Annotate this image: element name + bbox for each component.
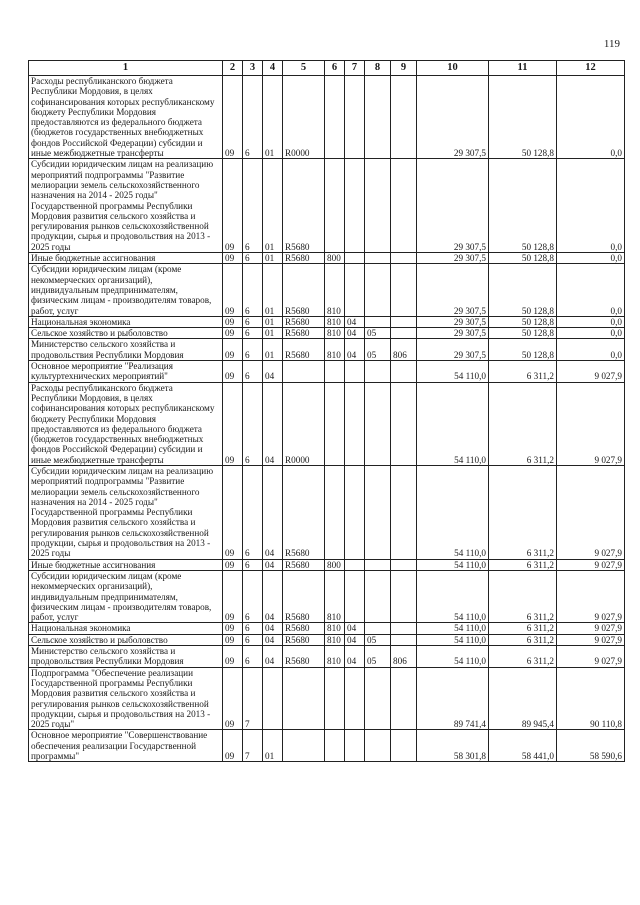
row-description: Национальная экономика — [29, 623, 223, 634]
table-row — [29, 264, 625, 316]
table-row — [29, 361, 625, 383]
code-col-9 — [391, 328, 417, 339]
code-col-7 — [345, 361, 365, 383]
code-col-5: R5680 — [283, 570, 325, 622]
code-col-6: 810 — [325, 316, 345, 327]
code-col-4: 01 — [263, 76, 283, 159]
header-cell: 9 — [391, 61, 417, 76]
code-col-2: 09 — [223, 667, 243, 730]
table-row — [29, 76, 625, 159]
code-col-7: 04 — [345, 623, 365, 634]
row-description: Подпрограмма "Обеспечение реализации Государственной программы Республики Мордовия развития сельского хозяйства и регулирования рынков сельскохозяйственной продукции, сырья и продовольствия на 2013 - 2025 годы" — [29, 667, 223, 730]
code-col-9: 806 — [391, 646, 417, 668]
code-col-4: 01 — [263, 264, 283, 316]
row-description: Субсидии юридическим лицам (кроме некоммерческих организаций), индивидуальным предпринимателям, физическим лицам - производителям товаров, работ, услуг — [29, 570, 223, 622]
code-col-3: 6 — [243, 623, 263, 634]
header-cell: 10 — [417, 61, 489, 76]
header-cell: 12 — [557, 61, 625, 76]
code-col-6: 800 — [325, 559, 345, 570]
code-col-6: 810 — [325, 264, 345, 316]
amount-col-10: 29 307,5 — [417, 159, 489, 253]
row-description: Национальная экономика — [29, 316, 223, 327]
table-row — [29, 623, 625, 634]
code-col-8 — [365, 465, 391, 559]
code-col-6 — [325, 159, 345, 253]
code-col-7 — [345, 465, 365, 559]
table-row — [29, 339, 625, 361]
code-col-3: 6 — [243, 159, 263, 253]
code-col-5: R5680 — [283, 646, 325, 668]
code-col-2: 09 — [223, 253, 243, 264]
code-col-6 — [325, 382, 345, 465]
code-col-8 — [365, 730, 391, 762]
code-col-6 — [325, 76, 345, 159]
code-col-5: R0000 — [283, 76, 325, 159]
code-col-8: 05 — [365, 646, 391, 668]
code-col-8 — [365, 76, 391, 159]
row-description: Расходы республиканского бюджета Республики Мордовия, в целях софинансирования которых республиканскому бюджету Республики Мордовия предоставляются из федерального бюджета (бюджетов государственных внебюджетных фондов Российской Федерации) субсидии и иные межбюджетные трансферты — [29, 76, 223, 159]
code-col-5: R5680 — [283, 559, 325, 570]
code-col-9 — [391, 316, 417, 327]
amount-col-12: 9 027,9 — [557, 570, 625, 622]
code-col-3: 6 — [243, 264, 263, 316]
code-col-7 — [345, 730, 365, 762]
header-cell: 7 — [345, 61, 365, 76]
row-description: Основное мероприятие "Совершенствование обеспечения реализации Государственной программы" — [29, 730, 223, 762]
code-col-3: 6 — [243, 316, 263, 327]
code-col-2: 09 — [223, 623, 243, 634]
code-col-9: 806 — [391, 339, 417, 361]
amount-col-10: 54 110,0 — [417, 623, 489, 634]
code-col-3: 6 — [243, 339, 263, 361]
table-row — [29, 465, 625, 559]
amount-col-11: 6 311,2 — [489, 634, 557, 645]
table-row — [29, 559, 625, 570]
amount-col-11: 50 128,8 — [489, 316, 557, 327]
code-col-7 — [345, 76, 365, 159]
code-col-4: 04 — [263, 570, 283, 622]
code-col-4: 01 — [263, 339, 283, 361]
code-col-2: 09 — [223, 730, 243, 762]
amount-col-10: 29 307,5 — [417, 316, 489, 327]
amount-col-10: 54 110,0 — [417, 382, 489, 465]
code-col-2: 09 — [223, 316, 243, 327]
code-col-4: 01 — [263, 316, 283, 327]
code-col-6: 810 — [325, 328, 345, 339]
code-col-4: 04 — [263, 623, 283, 634]
code-col-4: 04 — [263, 361, 283, 383]
amount-col-11: 6 311,2 — [489, 465, 557, 559]
amount-col-11: 6 311,2 — [489, 646, 557, 668]
table-row — [29, 159, 625, 253]
table-row — [29, 646, 625, 668]
code-col-5: R5680 — [283, 316, 325, 327]
code-col-9 — [391, 264, 417, 316]
amount-col-12: 0,0 — [557, 76, 625, 159]
code-col-7: 04 — [345, 328, 365, 339]
code-col-8 — [365, 570, 391, 622]
header-cell: 5 — [283, 61, 325, 76]
code-col-8: 05 — [365, 339, 391, 361]
amount-col-10: 54 110,0 — [417, 361, 489, 383]
code-col-8 — [365, 382, 391, 465]
code-col-9 — [391, 667, 417, 730]
code-col-5 — [283, 667, 325, 730]
code-col-7: 04 — [345, 634, 365, 645]
code-col-6: 810 — [325, 646, 345, 668]
code-col-7 — [345, 253, 365, 264]
amount-col-10: 89 741,4 — [417, 667, 489, 730]
code-col-8 — [365, 253, 391, 264]
code-col-4 — [263, 667, 283, 730]
amount-col-12: 58 590,6 — [557, 730, 625, 762]
code-col-3: 6 — [243, 465, 263, 559]
amount-col-10: 29 307,5 — [417, 264, 489, 316]
code-col-9 — [391, 382, 417, 465]
code-col-6: 810 — [325, 339, 345, 361]
header-row — [29, 61, 625, 76]
amount-col-11: 50 128,8 — [489, 328, 557, 339]
table-row — [29, 730, 625, 762]
code-col-9 — [391, 634, 417, 645]
code-col-2: 09 — [223, 570, 243, 622]
amount-col-11: 58 441,0 — [489, 730, 557, 762]
amount-col-11: 50 128,8 — [489, 76, 557, 159]
code-col-9 — [391, 76, 417, 159]
code-col-8: 05 — [365, 634, 391, 645]
code-col-4: 04 — [263, 559, 283, 570]
code-col-4: 04 — [263, 646, 283, 668]
amount-col-12: 9 027,9 — [557, 361, 625, 383]
header-cell: 1 — [29, 61, 223, 76]
code-col-6: 810 — [325, 623, 345, 634]
code-col-2: 09 — [223, 159, 243, 253]
row-description: Министерство сельского хозяйства и продовольствия Республики Мордовия — [29, 646, 223, 668]
amount-col-11: 6 311,2 — [489, 570, 557, 622]
code-col-5: R5680 — [283, 339, 325, 361]
row-description: Расходы республиканского бюджета Республики Мордовия, в целях софинансирования которых республиканскому бюджету Республики Мордовия предоставляются из федерального бюджета (бюджетов государственных внебюджетных фондов Российской Федерации) субсидии и иные межбюджетные трансферты — [29, 382, 223, 465]
header-cell: 4 — [263, 61, 283, 76]
code-col-5: R5680 — [283, 623, 325, 634]
code-col-3: 6 — [243, 570, 263, 622]
amount-col-12: 9 027,9 — [557, 465, 625, 559]
code-col-4: 04 — [263, 634, 283, 645]
code-col-3: 7 — [243, 730, 263, 762]
amount-col-10: 54 110,0 — [417, 634, 489, 645]
code-col-6 — [325, 730, 345, 762]
code-col-2: 09 — [223, 382, 243, 465]
table-row — [29, 328, 625, 339]
amount-col-11: 89 945,4 — [489, 667, 557, 730]
amount-col-11: 6 311,2 — [489, 559, 557, 570]
row-description: Субсидии юридическим лицам на реализацию мероприятий подпрограммы "Развитие мелиорации земель сельскохозяйственного назначения на 2014 - 2025 годы" Государственной программы Республики Мордовия развития сельского хозяйства и регулирования рынков сельскохозяйственной продукции, сырья и продовольствия на 2013 - 2025 годы — [29, 465, 223, 559]
code-col-8 — [365, 316, 391, 327]
code-col-3: 6 — [243, 634, 263, 645]
table-row — [29, 253, 625, 264]
code-col-6: 800 — [325, 253, 345, 264]
code-col-2: 09 — [223, 264, 243, 316]
amount-col-12: 90 110,8 — [557, 667, 625, 730]
code-col-3: 6 — [243, 253, 263, 264]
amount-col-12: 9 027,9 — [557, 634, 625, 645]
row-description: Иные бюджетные ассигнования — [29, 559, 223, 570]
row-description: Сельское хозяйство и рыболовство — [29, 328, 223, 339]
code-col-4: 01 — [263, 328, 283, 339]
code-col-2: 09 — [223, 646, 243, 668]
header-cell: 8 — [365, 61, 391, 76]
amount-col-10: 54 110,0 — [417, 559, 489, 570]
code-col-7 — [345, 159, 365, 253]
code-col-8 — [365, 667, 391, 730]
amount-col-12: 9 027,9 — [557, 623, 625, 634]
row-description: Субсидии юридическим лицам (кроме некоммерческих организаций), индивидуальным предпринимателям, физическим лицам - производителям товаров, работ, услуг — [29, 264, 223, 316]
code-col-6: 810 — [325, 634, 345, 645]
code-col-6: 810 — [325, 570, 345, 622]
code-col-9 — [391, 361, 417, 383]
table-row — [29, 634, 625, 645]
amount-col-12: 0,0 — [557, 253, 625, 264]
amount-col-12: 0,0 — [557, 316, 625, 327]
code-col-5: R5680 — [283, 328, 325, 339]
code-col-3: 7 — [243, 667, 263, 730]
code-col-8 — [365, 264, 391, 316]
code-col-7: 04 — [345, 646, 365, 668]
amount-col-12: 0,0 — [557, 159, 625, 253]
amount-col-11: 50 128,8 — [489, 264, 557, 316]
code-col-2: 09 — [223, 465, 243, 559]
code-col-5: R0000 — [283, 382, 325, 465]
code-col-2: 09 — [223, 559, 243, 570]
amount-col-11: 6 311,2 — [489, 361, 557, 383]
code-col-5 — [283, 730, 325, 762]
code-col-2: 09 — [223, 634, 243, 645]
amount-col-12: 0,0 — [557, 339, 625, 361]
code-col-7 — [345, 559, 365, 570]
code-col-3: 6 — [243, 646, 263, 668]
amount-col-11: 50 128,8 — [489, 159, 557, 253]
code-col-7 — [345, 667, 365, 730]
amount-col-10: 29 307,5 — [417, 339, 489, 361]
amount-col-10: 58 301,8 — [417, 730, 489, 762]
code-col-3: 6 — [243, 328, 263, 339]
amount-col-10: 54 110,0 — [417, 570, 489, 622]
amount-col-10: 54 110,0 — [417, 465, 489, 559]
code-col-5: R5680 — [283, 465, 325, 559]
budget-table — [28, 60, 625, 762]
code-col-2: 09 — [223, 361, 243, 383]
code-col-4: 01 — [263, 159, 283, 253]
row-description: Основное мероприятие "Реализация культуртехнических мероприятий" — [29, 361, 223, 383]
amount-col-10: 29 307,5 — [417, 76, 489, 159]
code-col-3: 6 — [243, 559, 263, 570]
row-description: Субсидии юридическим лицам на реализацию мероприятий подпрограммы "Развитие мелиорации земель сельскохозяйственного назначения на 2014 - 2025 годы" Государственной программы Республики Мордовия развития сельского хозяйства и регулирования рынков сельскохозяйственной продукции, сырья и продовольствия на 2013 - 2025 годы — [29, 159, 223, 253]
row-description: Иные бюджетные ассигнования — [29, 253, 223, 264]
amount-col-10: 29 307,5 — [417, 328, 489, 339]
code-col-8 — [365, 559, 391, 570]
code-col-4: 04 — [263, 465, 283, 559]
header-cell: 6 — [325, 61, 345, 76]
table-row — [29, 382, 625, 465]
code-col-6 — [325, 361, 345, 383]
amount-col-11: 6 311,2 — [489, 382, 557, 465]
code-col-2: 09 — [223, 339, 243, 361]
code-col-3: 6 — [243, 76, 263, 159]
table-row — [29, 570, 625, 622]
code-col-3: 6 — [243, 382, 263, 465]
code-col-6 — [325, 667, 345, 730]
code-col-7: 04 — [345, 339, 365, 361]
code-col-7 — [345, 382, 365, 465]
amount-col-12: 0,0 — [557, 328, 625, 339]
amount-col-10: 54 110,0 — [417, 646, 489, 668]
code-col-9 — [391, 253, 417, 264]
code-col-5: R5680 — [283, 264, 325, 316]
amount-col-12: 0,0 — [557, 264, 625, 316]
row-description: Сельское хозяйство и рыболовство — [29, 634, 223, 645]
code-col-4: 04 — [263, 382, 283, 465]
code-col-2: 09 — [223, 328, 243, 339]
code-col-9 — [391, 159, 417, 253]
amount-col-12: 9 027,9 — [557, 559, 625, 570]
code-col-9 — [391, 730, 417, 762]
code-col-5: R5680 — [283, 159, 325, 253]
code-col-8 — [365, 159, 391, 253]
code-col-5 — [283, 361, 325, 383]
code-col-7: 04 — [345, 316, 365, 327]
code-col-9 — [391, 559, 417, 570]
amount-col-12: 9 027,9 — [557, 382, 625, 465]
amount-col-11: 6 311,2 — [489, 623, 557, 634]
code-col-6 — [325, 465, 345, 559]
code-col-7 — [345, 570, 365, 622]
amount-col-12: 9 027,9 — [557, 646, 625, 668]
code-col-9 — [391, 465, 417, 559]
code-col-4: 01 — [263, 253, 283, 264]
code-col-7 — [345, 264, 365, 316]
code-col-8 — [365, 623, 391, 634]
header-cell: 11 — [489, 61, 557, 76]
table-row — [29, 316, 625, 327]
code-col-5: R5680 — [283, 634, 325, 645]
amount-col-11: 50 128,8 — [489, 339, 557, 361]
code-col-2: 09 — [223, 76, 243, 159]
amount-col-11: 50 128,8 — [489, 253, 557, 264]
row-description: Министерство сельского хозяйства и продовольствия Республики Мордовия — [29, 339, 223, 361]
code-col-4: 01 — [263, 730, 283, 762]
table-row — [29, 667, 625, 730]
code-col-8: 05 — [365, 328, 391, 339]
amount-col-10: 29 307,5 — [417, 253, 489, 264]
code-col-3: 6 — [243, 361, 263, 383]
code-col-9 — [391, 570, 417, 622]
header-cell: 2 — [223, 61, 243, 76]
code-col-5: R5680 — [283, 253, 325, 264]
code-col-8 — [365, 361, 391, 383]
header-cell: 3 — [243, 61, 263, 76]
page-number: 119 — [603, 38, 620, 50]
code-col-9 — [391, 623, 417, 634]
